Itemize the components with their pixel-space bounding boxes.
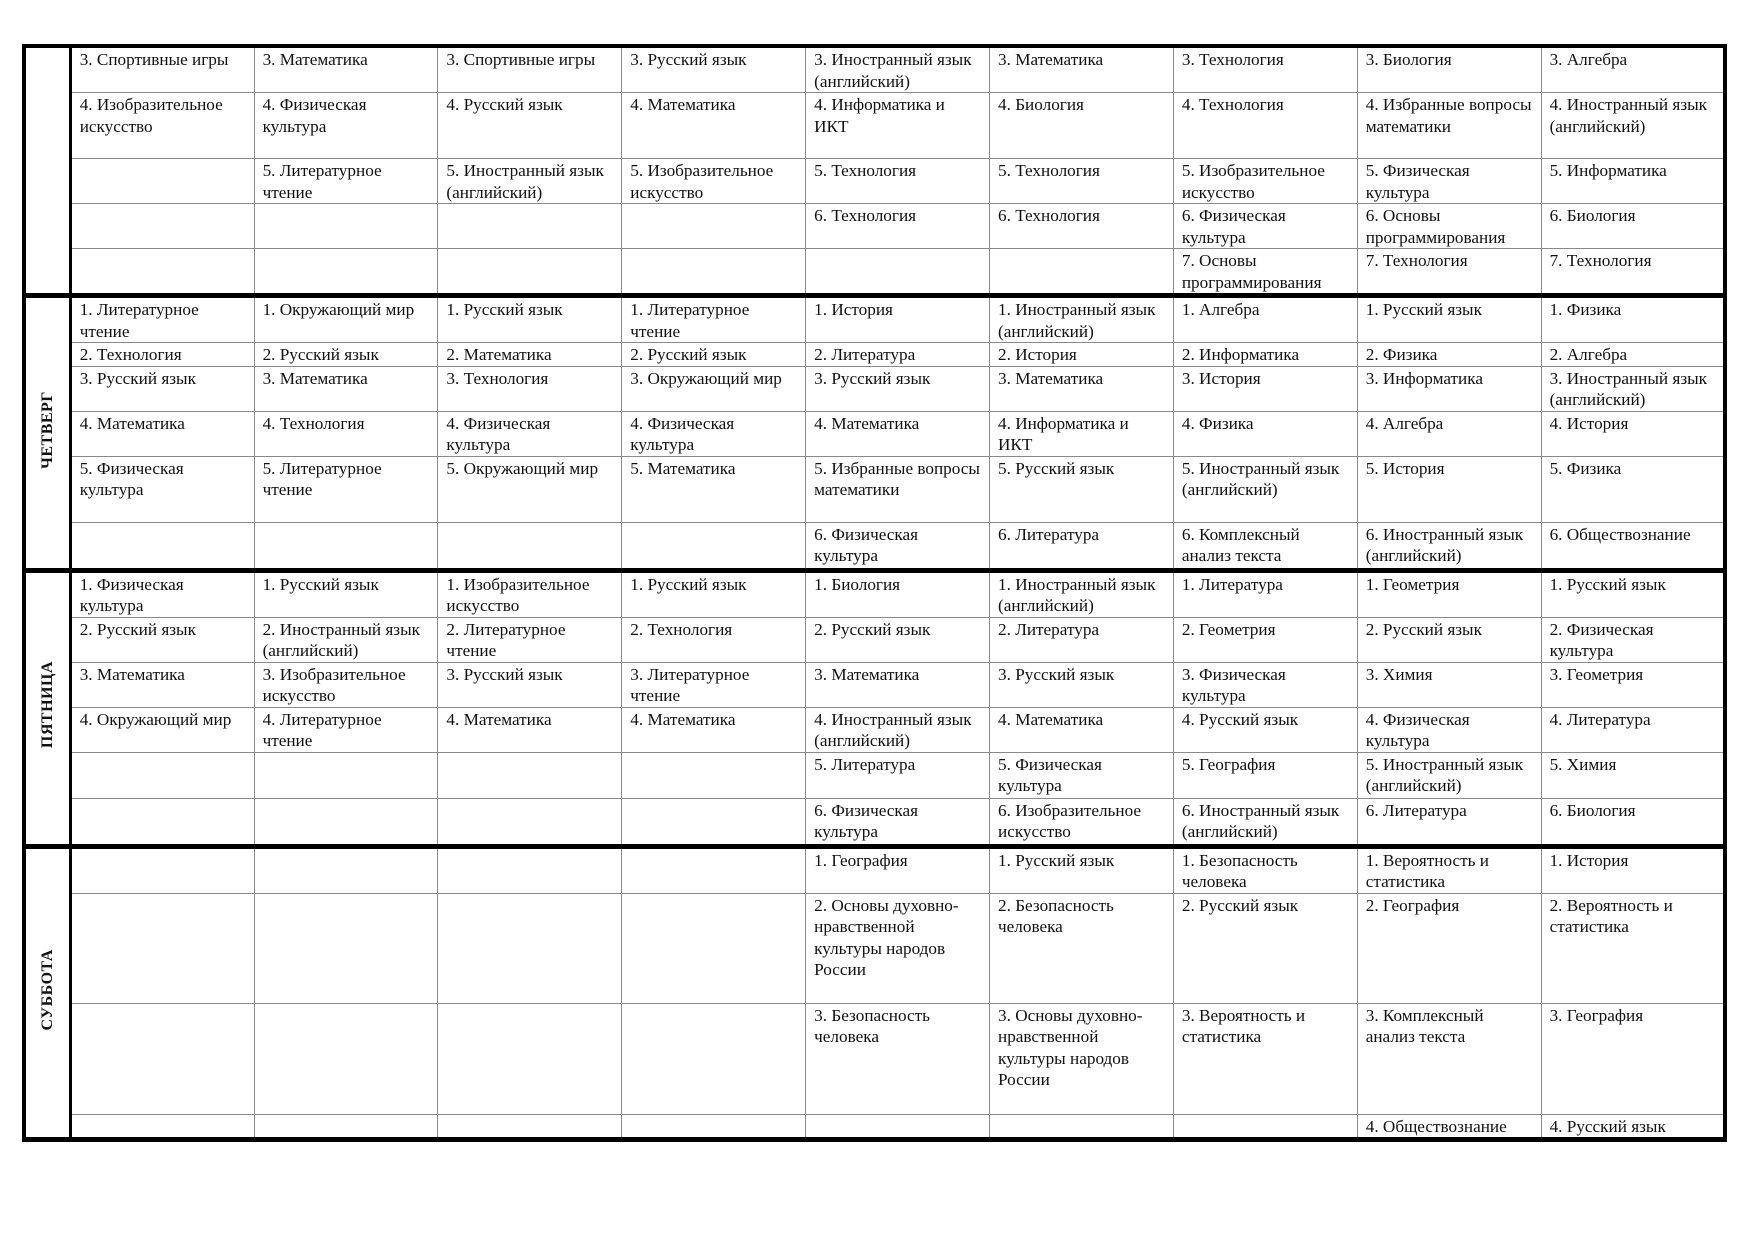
lesson-cell: 5. Окружающий мир: [438, 456, 622, 522]
lesson-cell: 6. Иностранный язык (английский): [1173, 798, 1357, 846]
lesson-cell: 3. Основы духовно-нравственной культуры народов России: [990, 1003, 1174, 1114]
lesson-cell: [806, 1114, 990, 1140]
lesson-cell: 5. История: [1357, 456, 1541, 522]
lesson-cell: [70, 893, 254, 1003]
lesson-cell: 2. Технология: [70, 343, 254, 367]
lesson-cell: 4. Физическая культура: [1357, 707, 1541, 752]
lesson-cell: 4. Физическая культура: [622, 411, 806, 456]
lesson-cell: 4. Математика: [622, 93, 806, 159]
lesson-cell: [438, 204, 622, 249]
lesson-cell: 3. Математика: [806, 662, 990, 707]
lesson-cell: 1. Русский язык: [990, 846, 1174, 893]
lesson-cell: 2. Литература: [990, 617, 1174, 662]
lesson-cell: [622, 1114, 806, 1140]
lesson-cell: 1. История: [1541, 846, 1725, 893]
lesson-cell: 4. Информатика и ИКТ: [806, 93, 990, 159]
lesson-cell: 2. Русский язык: [622, 343, 806, 367]
lesson-cell: 2. Русский язык: [70, 617, 254, 662]
lesson-cell: 2. Математика: [438, 343, 622, 367]
lesson-cell: [70, 1114, 254, 1140]
table-row: [24, 1003, 1725, 1114]
lesson-cell: 3. Математика: [990, 366, 1174, 411]
lesson-cell: [254, 522, 438, 570]
lesson-cell: 5. Физическая культура: [990, 752, 1174, 798]
lesson-cell: [254, 249, 438, 296]
lesson-cell: 1. Литературное чтение: [622, 296, 806, 343]
lesson-cell: 3. Русский язык: [70, 366, 254, 411]
lesson-cell: 4. Физическая культура: [254, 93, 438, 159]
lesson-cell: 3. История: [1173, 366, 1357, 411]
lesson-cell: [438, 1114, 622, 1140]
day-name: СУББОТА: [38, 948, 56, 1031]
lesson-cell: 4. Иностранный язык (английский): [806, 707, 990, 752]
lesson-cell: [438, 249, 622, 296]
lesson-cell: [622, 798, 806, 846]
lesson-cell: [622, 204, 806, 249]
lesson-cell: 3. Информатика: [1357, 366, 1541, 411]
day-name: ЧЕТВЕРГ: [38, 390, 56, 469]
lesson-cell: 3. Математика: [70, 662, 254, 707]
lesson-cell: 5. Литературное чтение: [254, 159, 438, 204]
table-row: [24, 522, 1725, 570]
lesson-cell: 5. Математика: [622, 456, 806, 522]
lesson-cell: 2. Технология: [622, 617, 806, 662]
lesson-cell: [254, 752, 438, 798]
lesson-cell: 4. Информатика и ИКТ: [990, 411, 1174, 456]
lesson-cell: 5. Литература: [806, 752, 990, 798]
lesson-cell: 6. Иностранный язык (английский): [1357, 522, 1541, 570]
lesson-cell: 3. Вероятность и статистика: [1173, 1003, 1357, 1114]
lesson-cell: 6. Технология: [806, 204, 990, 249]
lesson-cell: 1. Окружающий мир: [254, 296, 438, 343]
lesson-cell: 1. Вероятность и статистика: [1357, 846, 1541, 893]
lesson-cell: 4. Алгебра: [1357, 411, 1541, 456]
lesson-cell: 3. Литературное чтение: [622, 662, 806, 707]
lesson-cell: 3. Технология: [1173, 46, 1357, 93]
lesson-cell: 6. Изобразительное искусство: [990, 798, 1174, 846]
table-row: [24, 456, 1725, 522]
lesson-cell: 4. Русский язык: [1541, 1114, 1725, 1140]
lesson-cell: [438, 522, 622, 570]
lesson-cell: [254, 846, 438, 893]
lesson-cell: 4. Технология: [1173, 93, 1357, 159]
lesson-cell: 5. Избранные вопросы математики: [806, 456, 990, 522]
lesson-cell: 5. География: [1173, 752, 1357, 798]
lesson-cell: [622, 752, 806, 798]
lesson-cell: 3. Спортивные игры: [438, 46, 622, 93]
lesson-cell: 4. Обществознание: [1357, 1114, 1541, 1140]
lesson-cell: 6. Комплексный анализ текста: [1173, 522, 1357, 570]
table-row: [24, 411, 1725, 456]
lesson-cell: [438, 1003, 622, 1114]
table-row: [24, 662, 1725, 707]
lesson-cell: 1. Литературное чтение: [70, 296, 254, 343]
lesson-cell: [622, 249, 806, 296]
lesson-cell: 6. Литература: [990, 522, 1174, 570]
lesson-cell: [990, 1114, 1174, 1140]
lesson-cell: 6. Физическая культура: [1173, 204, 1357, 249]
lesson-cell: 3. Математика: [254, 366, 438, 411]
lesson-cell: 5. Химия: [1541, 752, 1725, 798]
lesson-cell: 1. Геометрия: [1357, 570, 1541, 617]
lesson-cell: 4. Математика: [806, 411, 990, 456]
lesson-cell: 1. Литература: [1173, 570, 1357, 617]
lesson-cell: 3. Технология: [438, 366, 622, 411]
lesson-cell: [254, 204, 438, 249]
lesson-cell: 4. Русский язык: [1173, 707, 1357, 752]
lesson-cell: 5. Физика: [1541, 456, 1725, 522]
lesson-cell: 6. Основы программирования: [1357, 204, 1541, 249]
lesson-cell: 3. Химия: [1357, 662, 1541, 707]
lesson-cell: 7. Технология: [1541, 249, 1725, 296]
table-row: [24, 366, 1725, 411]
lesson-cell: 3. Спортивные игры: [70, 46, 254, 93]
lesson-cell: 4. Избранные вопросы математики: [1357, 93, 1541, 159]
table-row: [24, 296, 1725, 343]
lesson-cell: 5. Иностранный язык (английский): [1173, 456, 1357, 522]
lesson-cell: 5. Физическая культура: [1357, 159, 1541, 204]
lesson-cell: 3. Изобразительное искусство: [254, 662, 438, 707]
lesson-cell: 5. Иностранный язык (английский): [438, 159, 622, 204]
lesson-cell: 5. Изобразительное искусство: [622, 159, 806, 204]
day-label-cell: [24, 846, 70, 1140]
table-row: [24, 707, 1725, 752]
lesson-cell: 2. Физическая культура: [1541, 617, 1725, 662]
lesson-cell: 2. Литература: [806, 343, 990, 367]
lesson-cell: [806, 249, 990, 296]
day-label-cell: [24, 296, 70, 571]
lesson-cell: 2. Русский язык: [1173, 893, 1357, 1003]
lesson-cell: [438, 846, 622, 893]
lesson-cell: 1. Алгебра: [1173, 296, 1357, 343]
lesson-cell: [990, 249, 1174, 296]
lesson-cell: 6. Физическая культура: [806, 798, 990, 846]
lesson-cell: 5. Литературное чтение: [254, 456, 438, 522]
lesson-cell: 4. Физическая культура: [438, 411, 622, 456]
lesson-cell: 1. Русский язык: [1357, 296, 1541, 343]
lesson-cell: [70, 1003, 254, 1114]
lesson-cell: 4. Биология: [990, 93, 1174, 159]
lesson-cell: 3. Геометрия: [1541, 662, 1725, 707]
lesson-cell: 2. Физика: [1357, 343, 1541, 367]
lesson-cell: 2. Алгебра: [1541, 343, 1725, 367]
lesson-cell: [622, 522, 806, 570]
lesson-cell: 3. Окружающий мир: [622, 366, 806, 411]
table-row: [24, 93, 1725, 159]
table-row: [24, 570, 1725, 617]
lesson-cell: 6. Технология: [990, 204, 1174, 249]
lesson-cell: 2. Русский язык: [254, 343, 438, 367]
lesson-cell: 5. Технология: [806, 159, 990, 204]
table-row: [24, 249, 1725, 296]
lesson-cell: 4. Литература: [1541, 707, 1725, 752]
lesson-cell: [70, 522, 254, 570]
lesson-cell: [254, 1114, 438, 1140]
lesson-cell: 4. Русский язык: [438, 93, 622, 159]
lesson-cell: [254, 893, 438, 1003]
lesson-cell: 1. Иностранный язык (английский): [990, 296, 1174, 343]
lesson-cell: 2. Основы духовно-нравственной культуры народов России: [806, 893, 990, 1003]
lesson-cell: 1. Русский язык: [1541, 570, 1725, 617]
day-name: ПЯТНИЦА: [38, 661, 56, 749]
lesson-cell: [254, 1003, 438, 1114]
lesson-cell: 1. Безопасность человека: [1173, 846, 1357, 893]
lesson-cell: 2. Иностранный язык (английский): [254, 617, 438, 662]
lesson-cell: 6. Биология: [1541, 798, 1725, 846]
lesson-cell: [70, 249, 254, 296]
lesson-cell: [622, 846, 806, 893]
day-label-cell: [24, 46, 70, 296]
lesson-cell: [70, 846, 254, 893]
lesson-cell: [438, 798, 622, 846]
lesson-cell: 1. Физика: [1541, 296, 1725, 343]
lesson-cell: 4. Иностранный язык (английский): [1541, 93, 1725, 159]
table-row: [24, 893, 1725, 1003]
lesson-cell: 7. Технология: [1357, 249, 1541, 296]
table-row: [24, 846, 1725, 893]
lesson-cell: 4. Математика: [70, 411, 254, 456]
lesson-cell: [438, 893, 622, 1003]
lesson-cell: 4. Литературное чтение: [254, 707, 438, 752]
table-row: [24, 343, 1725, 367]
lesson-cell: 3. Комплексный анализ текста: [1357, 1003, 1541, 1114]
timetable-body: [24, 46, 1725, 1140]
lesson-cell: 3. Безопасность человека: [806, 1003, 990, 1114]
lesson-cell: 3. Физическая культура: [1173, 662, 1357, 707]
lesson-cell: [70, 204, 254, 249]
lesson-cell: [1173, 1114, 1357, 1140]
table-row: [24, 46, 1725, 93]
lesson-cell: [254, 798, 438, 846]
lesson-cell: 5. Технология: [990, 159, 1174, 204]
lesson-cell: 4. История: [1541, 411, 1725, 456]
lesson-cell: 4. Изобразительное искусство: [70, 93, 254, 159]
schedule-document: [22, 44, 1727, 1142]
lesson-cell: 4. Математика: [438, 707, 622, 752]
lesson-cell: 3. Математика: [990, 46, 1174, 93]
lesson-cell: 3. Биология: [1357, 46, 1541, 93]
lesson-cell: 2. Информатика: [1173, 343, 1357, 367]
lesson-cell: 3. Иностранный язык (английский): [1541, 366, 1725, 411]
lesson-cell: 2. Геометрия: [1173, 617, 1357, 662]
lesson-cell: 3. Русский язык: [990, 662, 1174, 707]
lesson-cell: 2. Русский язык: [1357, 617, 1541, 662]
lesson-cell: 3. Иностранный язык (английский): [806, 46, 990, 93]
lesson-cell: 4. Математика: [990, 707, 1174, 752]
lesson-cell: 1. Иностранный язык (английский): [990, 570, 1174, 617]
lesson-cell: 1. Русский язык: [254, 570, 438, 617]
lesson-cell: 1. История: [806, 296, 990, 343]
lesson-cell: 4. Математика: [622, 707, 806, 752]
lesson-cell: 1. География: [806, 846, 990, 893]
lesson-cell: 5. Изобразительное искусство: [1173, 159, 1357, 204]
lesson-cell: 3. Математика: [254, 46, 438, 93]
lesson-cell: [70, 159, 254, 204]
lesson-cell: 3. Русский язык: [806, 366, 990, 411]
day-label-cell: [24, 570, 70, 846]
table-row: [24, 1114, 1725, 1140]
lesson-cell: 5. Информатика: [1541, 159, 1725, 204]
lesson-cell: 6. Физическая культура: [806, 522, 990, 570]
lesson-cell: 1. Биология: [806, 570, 990, 617]
table-row: [24, 159, 1725, 204]
table-row: [24, 752, 1725, 798]
lesson-cell: 2. География: [1357, 893, 1541, 1003]
lesson-cell: 6. Биология: [1541, 204, 1725, 249]
lesson-cell: 1. Изобразительное искусство: [438, 570, 622, 617]
lesson-cell: 2. Безопасность человека: [990, 893, 1174, 1003]
lesson-cell: [70, 752, 254, 798]
lesson-cell: 6. Литература: [1357, 798, 1541, 846]
lesson-cell: 5. Иностранный язык (английский): [1357, 752, 1541, 798]
lesson-cell: [70, 798, 254, 846]
lesson-cell: 3. Русский язык: [622, 46, 806, 93]
lesson-cell: 3. Русский язык: [438, 662, 622, 707]
lesson-cell: 4. Окружающий мир: [70, 707, 254, 752]
table-row: [24, 617, 1725, 662]
lesson-cell: 5. Физическая культура: [70, 456, 254, 522]
lesson-cell: 4. Технология: [254, 411, 438, 456]
lesson-cell: 7. Основы программирования: [1173, 249, 1357, 296]
lesson-cell: 2. Русский язык: [806, 617, 990, 662]
table-row: [24, 204, 1725, 249]
lesson-cell: [622, 893, 806, 1003]
lesson-cell: 5. Русский язык: [990, 456, 1174, 522]
lesson-cell: 3. Алгебра: [1541, 46, 1725, 93]
lesson-cell: 3. География: [1541, 1003, 1725, 1114]
table-row: [24, 798, 1725, 846]
lesson-cell: [622, 1003, 806, 1114]
lesson-cell: 2. Литературное чтение: [438, 617, 622, 662]
lesson-cell: [438, 752, 622, 798]
lesson-cell: 1. Русский язык: [622, 570, 806, 617]
lesson-cell: 4. Физика: [1173, 411, 1357, 456]
timetable: [22, 44, 1727, 1142]
lesson-cell: 2. Вероятность и статистика: [1541, 893, 1725, 1003]
lesson-cell: 2. История: [990, 343, 1174, 367]
lesson-cell: 1. Физическая культура: [70, 570, 254, 617]
lesson-cell: 1. Русский язык: [438, 296, 622, 343]
lesson-cell: 6. Обществознание: [1541, 522, 1725, 570]
